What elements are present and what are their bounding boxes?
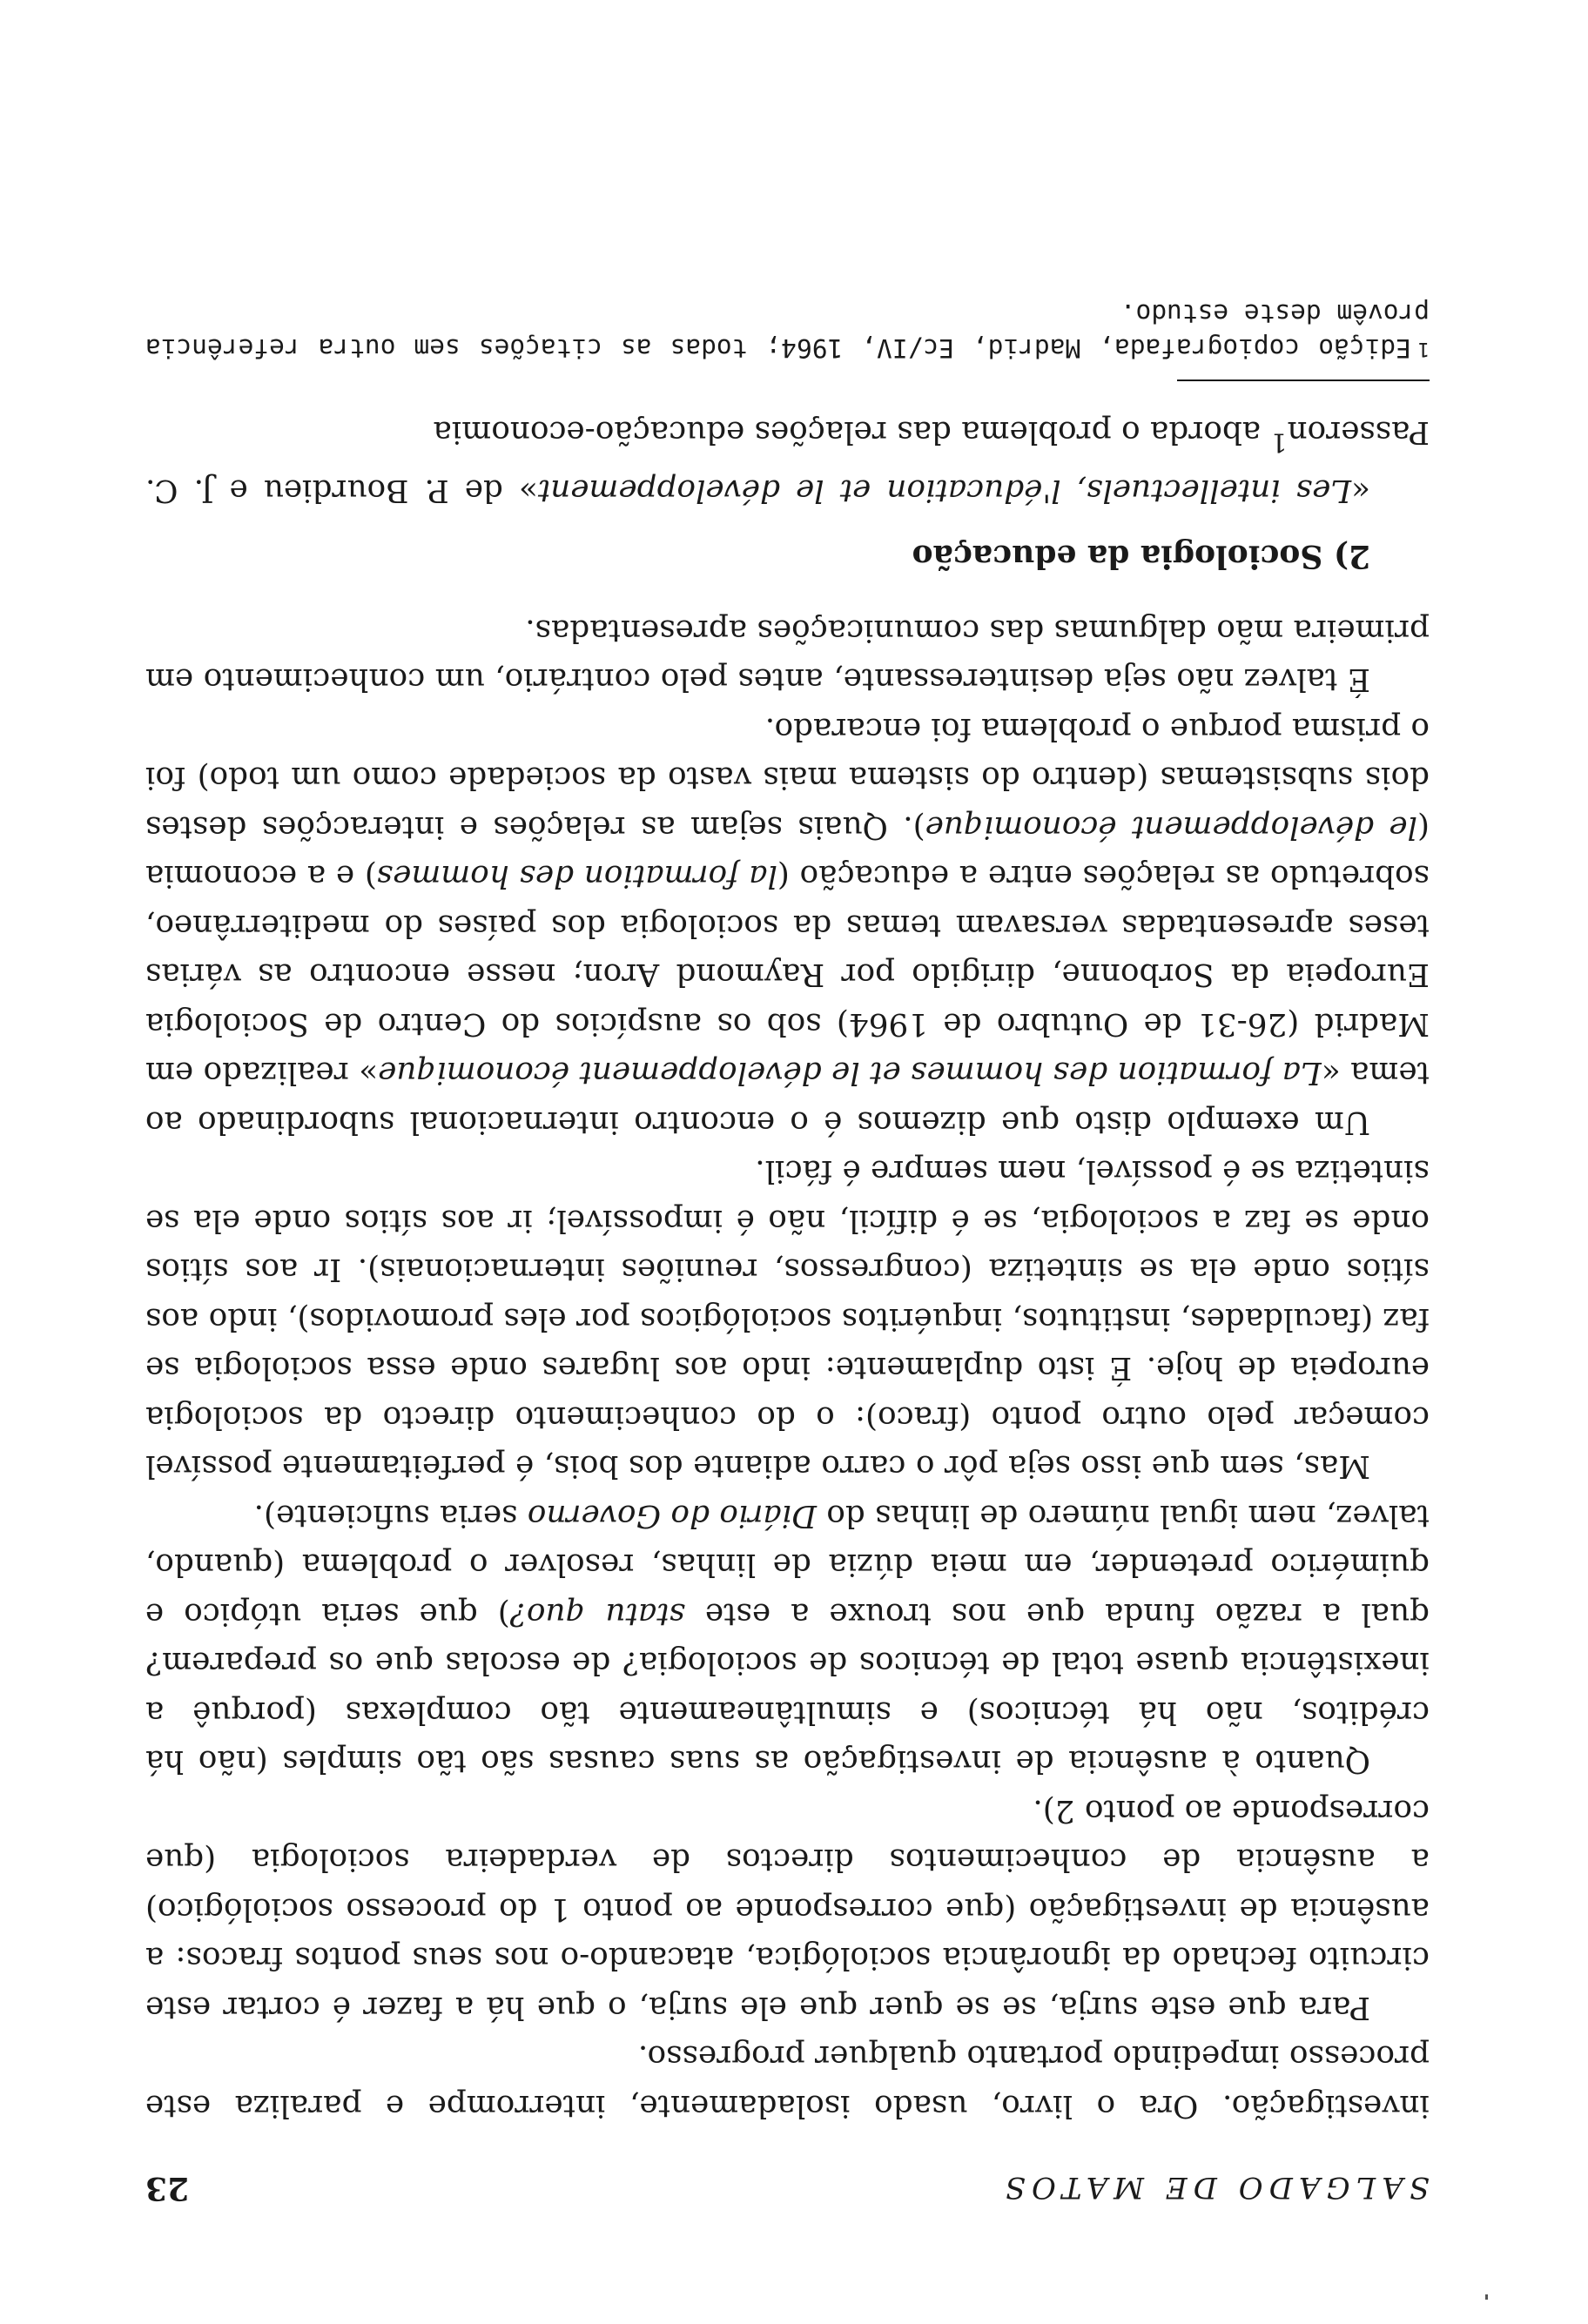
paragraph-3-italic-1: statu quo? xyxy=(509,1596,685,1632)
section-heading: 2) Sociologia da educação xyxy=(912,538,1370,575)
page-content xyxy=(145,296,1430,2206)
paragraph-7 xyxy=(145,407,1430,515)
paragraph-5-text-b: » realizado em Madrid (26-31 de Outubro de 1964) sob os auspícios do Centro de Sociologia Europeia da Sorbonne, dirigido por Raymond Aron; nesse encontro as várias teses apresentadas versavam temas da sociologia dos países do mediterrâneo, sobretudo as relações entre a educação ( xyxy=(145,858,1430,1091)
footnote-number: 1 xyxy=(1417,337,1430,359)
paragraph-5-text-a: Um exemplo disto que dizemos é o encontro internacional subordinado ao tema « xyxy=(145,1055,1430,1140)
paragraph-4: Mas, sem que isso seja pôr o carro adiante dos bois, é perfeitamente possível começar pelo outro ponto (fraco): o do conhecimento directo da sociologia europeia de hoje. É isto duplamente: indo aos lugares onde essa sociologia se faz (faculdades, institutos, inquéritos sociológicos por eles promovidos), indo aos sítios onde ela se sintetiza (congressos, reuniões internacionais). Ir aos sítios onde se faz a sociologia, se é difícil, não é impossível; ir aos sítios onde ela se sintetiza se é possível, nem sempre é fácil. xyxy=(145,1153,1430,1485)
footnote xyxy=(145,296,1430,366)
paragraph-3-text-a: Quanto à ausência de investigação as suas causas são tão simples (não há créditos, não há técnicos) e simultâneamente tão complexas (porquê a inexistência quase total de técnicos de sociologia? de escolas que os preparem? qual a razão funda que nos trouxe a este xyxy=(145,1596,1430,1780)
stray-ink-mark xyxy=(1485,2294,1488,2300)
paragraph-1: investigação. Ora o livro, usado isoladamente, interrompe e paraliza este processo impedindo portanto qualquer progresso. xyxy=(145,2039,1430,2124)
paragraph-5-italic-3: le développement économique xyxy=(925,809,1418,845)
paragraph-5-italic-1: La formation des hommes et le développement économique xyxy=(378,1055,1322,1091)
paragraph-5-text-d: ). Quais sejam as relações e interacções destes dois subsistemas (dentro do sistema mais vasto da sociedade como um todo) foi o prisma porque o problema foi encarado. xyxy=(145,711,1430,845)
paragraph-7-text-c: aborda o problema das relações educação-economia xyxy=(433,414,1271,451)
footnote-text: Edição copiografada, Madrid, Ec/IV, 1964; todas as citações sem outra referência provêm deste estudo. xyxy=(145,298,1430,363)
paragraph-3 xyxy=(145,1491,1430,1786)
paragraph-3-italic-2: Diário do Governo xyxy=(527,1498,817,1534)
footnote-reference: 1 xyxy=(1270,427,1288,457)
paragraph-7-text-a: « xyxy=(1351,473,1370,509)
page-number: 23 xyxy=(145,2170,190,2206)
footnote-rule xyxy=(1177,379,1430,381)
paragraph-5 xyxy=(145,704,1430,1147)
paragraph-6: É talvez não seja desinteressante, antes pelo contrário, um conhecimento em primeira mão dalgumas das comunicações apresentadas. xyxy=(145,613,1430,698)
paragraph-2: Para que este surja, se se quer que ele surja, o que há a fazer é cortar este circuito fechado da ignorância sociológica, atacando-o nos seus pontos fracos: a ausência de investigação (que corresponde ao ponto 1 do processo sociológico) a ausência de conhecimentos directos de verdadeira sociologia (que corresponde ao ponto 2). xyxy=(145,1793,1430,2025)
paragraph-7-text-b: » de P. Bourdieu e J. C. Passeron xyxy=(145,414,1430,509)
paragraph-5-text-c: ) e a economia ( xyxy=(145,809,1430,895)
running-head xyxy=(145,2154,1430,2206)
paragraph-3-text-b: ) que seria utópico e quimérico pretender, em meia dúzia de linhas, resolver o problema (quando, talvez, nem igual número de linhas do xyxy=(145,1498,1430,1632)
paragraph-7-italic: Les intellectuels, l'éducation et le développement xyxy=(537,473,1352,509)
paragraph-3-text-c: seria suficiente). xyxy=(253,1498,528,1534)
body-text xyxy=(145,407,1430,2130)
paragraph-5-italic-2: la formation des hommes xyxy=(376,858,777,895)
running-title: SALGADO DE MATOS xyxy=(999,2170,1430,2205)
